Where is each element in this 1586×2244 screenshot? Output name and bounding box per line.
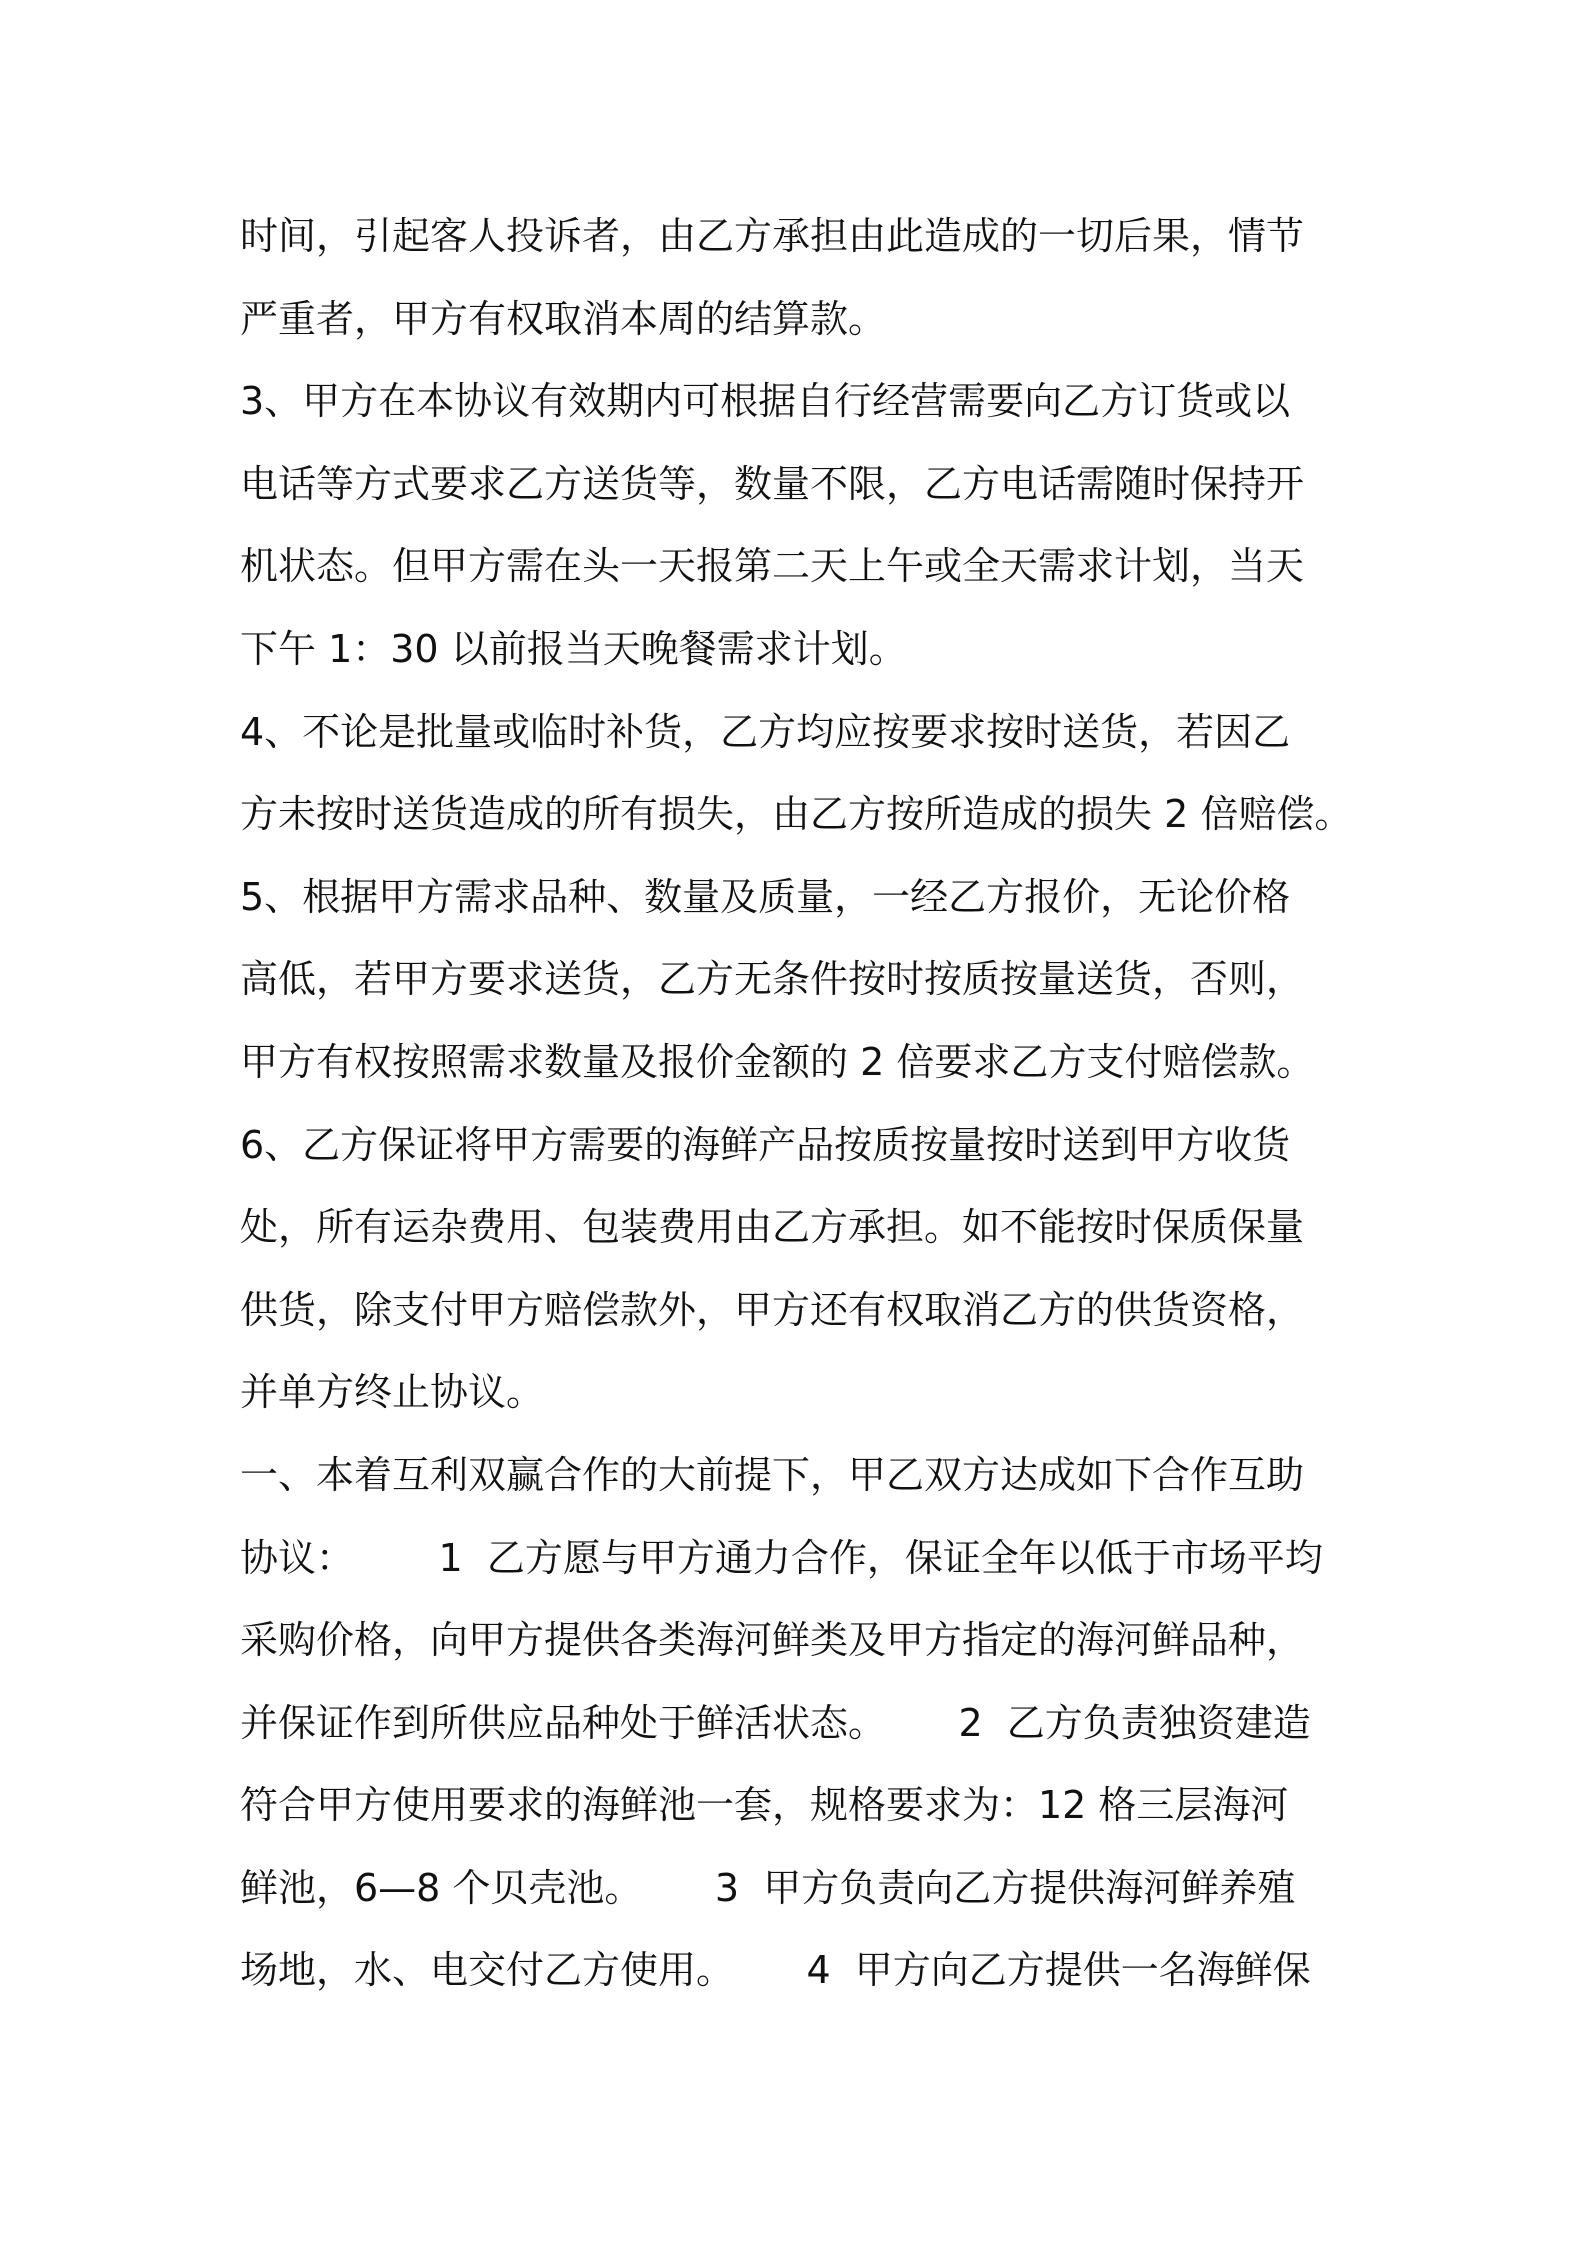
text-line: 5、根据甲方需求品种、数量及质量，一经乙方报价，无论价格 xyxy=(240,874,1291,919)
text-line: 时间，引起客人投诉者，由乙方承担由此造成的一切后果，情节 xyxy=(240,214,1305,258)
text-line: 符合甲方使用要求的海鲜池一套，规格要求为：12 格三层海河 xyxy=(240,1783,1289,1828)
text-line: 机状态。但甲方需在头一天报第二天上午或全天需求计划，当天 xyxy=(240,544,1305,589)
text-line: 方未按时送货造成的所有损失，由乙方按所造成的损失 2 倍赔偿。 xyxy=(240,792,1353,837)
text-line: 鲜池，6—8 个贝壳池。 3 甲方负责向乙方提供海河鲜养殖 xyxy=(240,1865,1296,1910)
text-line: 采购价格，向甲方提供各类海河鲜类及甲方指定的海河鲜品种， xyxy=(240,1618,1305,1663)
text-line: 高低，若甲方要求送货，乙方无条件按时按质按量送货，否则， xyxy=(240,957,1305,1002)
text-line: 并保证作到所供应品种处于鲜活状态。 2 乙方负责独资建造 xyxy=(240,1700,1311,1745)
text-line: 3、甲方在本协议有效期内可根据自行经营需要向乙方订货或以 xyxy=(240,379,1291,424)
text-line: 严重者，甲方有权取消本周的结算款。 xyxy=(240,296,887,341)
text-line: 一、本着互利双赢合作的大前提下，甲乙双方达成如下合作互助 xyxy=(240,1452,1305,1497)
text-line: 供货，除支付甲方赔偿款外，甲方还有权取消乙方的供货资格， xyxy=(240,1287,1305,1332)
text-line: 并单方终止协议。 xyxy=(240,1370,545,1415)
text-line: 处，所有运杂费用、包装费用由乙方承担。如不能按时保质保量 xyxy=(240,1205,1305,1250)
text-line: 下午 1：30 以前报当天晚餐需求计划。 xyxy=(240,626,907,671)
text-line: 4、不论是批量或临时补货，乙方均应按要求按时送货，若因乙 xyxy=(240,709,1291,754)
text-line: 6、乙方保证将甲方需要的海鲜产品按质按量按时送到甲方收货 xyxy=(240,1122,1291,1167)
text-line: 场地，水、电交付乙方使用。 4 甲方向乙方提供一名海鲜保 xyxy=(240,1948,1311,1993)
document-body xyxy=(240,195,1380,2012)
text-line: 协议： 1 乙方愿与甲方通力合作，保证全年以低于市场平均 xyxy=(240,1535,1323,1580)
text-line: 电话等方式要求乙方送货等，数量不限，乙方电话需随时保持开 xyxy=(240,461,1305,506)
text-line: 甲方有权按照需求数量及报价金额的 2 倍要求乙方支付赔偿款。 xyxy=(240,1039,1315,1084)
